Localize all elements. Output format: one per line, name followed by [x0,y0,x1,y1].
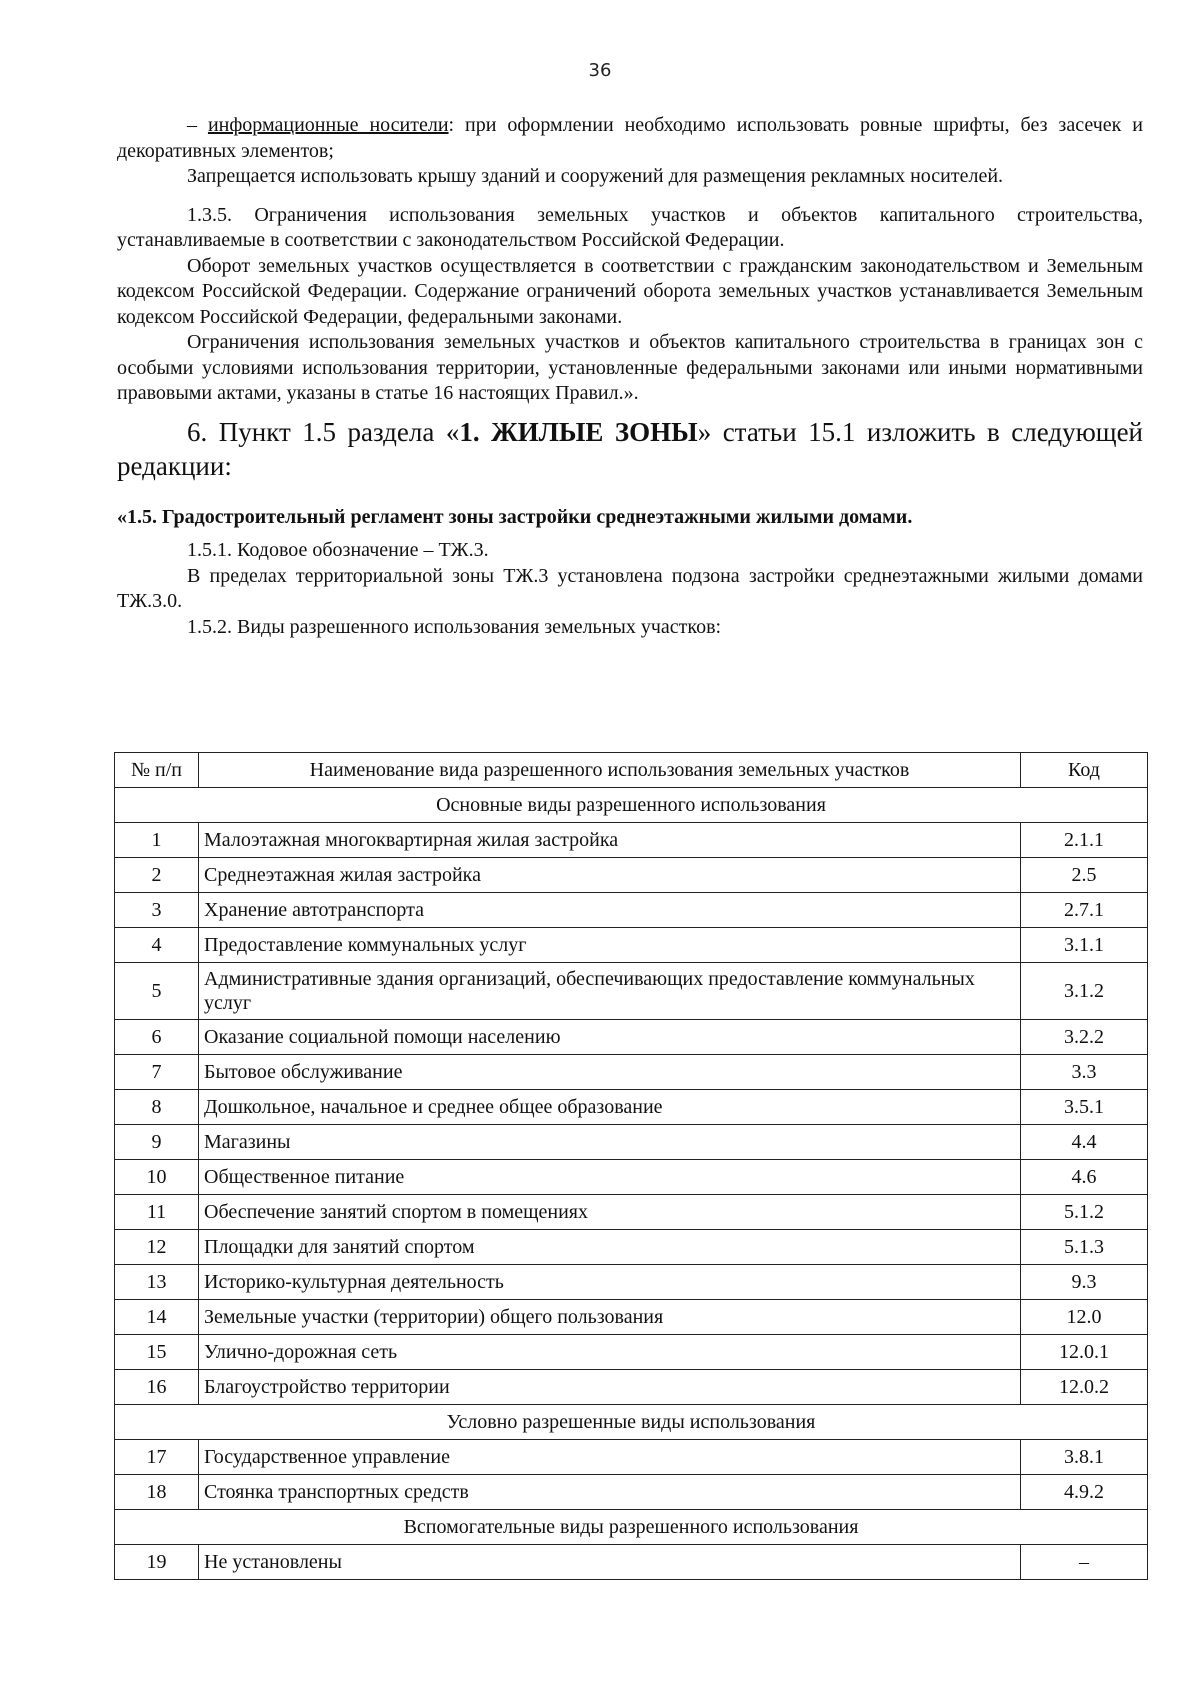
cell-num: 6 [115,1020,199,1055]
turnover-paragraph: Оборот земельных участков осуществляется в соответствии с гражданским законодательством и Земельным кодексом Российской Федерации. Содержание ограничений оборота земельных участков устанавливается Земельным кодексом Российской Федерации, федеральными законами. [117,254,1143,328]
cell-num: 9 [115,1125,199,1160]
cell-code: 12.0 [1021,1300,1148,1335]
table-row [115,1055,1148,1090]
cell-num: 4 [115,928,199,963]
amendment-6-heading [117,415,1143,483]
cell-name: Малоэтажная многоквартирная жилая застройка [199,823,1021,858]
permitted-uses-table [114,752,1148,1580]
cell-name: Земельные участки (территории) общего пользования [199,1300,1021,1335]
amendment-before: 6. Пункт 1.5 раздела « [187,416,460,447]
cell-code: 3.1.1 [1021,928,1148,963]
group-row-main [115,788,1148,823]
cell-num: 12 [115,1230,199,1265]
cell-num: 11 [115,1195,199,1230]
roof-ban-paragraph: Запрещается использовать крышу зданий и сооружений для размещения рекламных носителей. [187,165,1004,187]
header-name: Наименование вида разрешенного использования земельных участков [199,753,1021,788]
cell-code: 5.1.3 [1021,1230,1148,1265]
regulation-title: «1.5. Градостроительный регламент зоны застройки среднеэтажными жилыми домами. [117,505,913,528]
cell-code: – [1021,1545,1148,1580]
cell-code: 5.1.2 [1021,1195,1148,1230]
cell-name: Не установлены [199,1545,1021,1580]
cell-num: 7 [115,1055,199,1090]
table-row [115,1230,1148,1265]
cell-code: 3.8.1 [1021,1440,1148,1475]
table-row [115,1475,1148,1510]
table-row [115,858,1148,893]
cell-num: 5 [115,963,199,1020]
cell-name: Общественное питание [199,1160,1021,1195]
table-row [115,928,1148,963]
cell-num: 19 [115,1545,199,1580]
info-carriers-label: информационные носители [207,114,449,136]
cell-name: Дошкольное, начальное и среднее общее образование [199,1090,1021,1125]
table-row [115,893,1148,928]
header-code: Код [1021,753,1148,788]
clause-1-3-5: 1.3.5. Ограничения использования земельных участков и объектов капитального строительства, устанавливаемые в соответствии с законодательством Российской Федерации. [117,203,1143,251]
group-heading: Основные виды разрешенного использования [115,788,1148,823]
cell-code: 2.5 [1021,858,1148,893]
zones-restrictions-paragraph: Ограничения использования земельных участков и объектов капитального строительства в границах зон с особыми условиями использования территории, установленные федеральными законами или иными нормативными правовыми актами, указаны в статье 16 настоящих Правил.». [117,331,1143,404]
cell-code: 2.1.1 [1021,823,1148,858]
subzone-paragraph: В пределах территориальной зоны ТЖ.3 установлена подзона застройки среднеэтажными жилыми домами ТЖ.3.0. [117,564,1143,612]
cell-num: 8 [115,1090,199,1125]
cell-num: 13 [115,1265,199,1300]
table-row [115,1195,1148,1230]
cell-code: 4.9.2 [1021,1475,1148,1510]
table-header-row [115,753,1148,788]
cell-code: 4.4 [1021,1125,1148,1160]
table-body [115,788,1148,1580]
info-carriers-text: : при оформлении необходимо использовать ровные шрифты, без засечек и декоративных элементов; [117,114,1143,162]
cell-name: Обеспечение занятий спортом в помещениях [199,1195,1021,1230]
cell-num: 14 [115,1300,199,1335]
clause-1-5-2: 1.5.2. Виды разрешенного использования земельных участков: [187,615,722,638]
table-row [115,1545,1148,1580]
cell-num: 3 [115,893,199,928]
dash: – [187,114,208,136]
cell-code: 3.5.1 [1021,1090,1148,1125]
amendment-section-name: 1. ЖИЛЫЕ ЗОНЫ [459,416,698,447]
table-row [115,1335,1148,1370]
cell-name: Бытовое обслуживание [199,1055,1021,1090]
group-row-auxiliary [115,1510,1148,1545]
cell-name: Улично-дорожная сеть [199,1335,1021,1370]
cell-name: Магазины [199,1125,1021,1160]
table-row [115,1160,1148,1195]
cell-name: Хранение автотранспорта [199,893,1021,928]
cell-name: Площадки для занятий спортом [199,1230,1021,1265]
cell-name: Благоустройство территории [199,1370,1021,1405]
cell-code: 3.2.2 [1021,1020,1148,1055]
cell-name: Предоставление коммунальных услуг [199,928,1021,963]
cell-name: Оказание социальной помощи населению [199,1020,1021,1055]
cell-num: 15 [115,1335,199,1370]
group-heading: Вспомогательные виды разрешенного использования [115,1510,1148,1545]
cell-code: 2.7.1 [1021,893,1148,928]
amendment-after: » статьи 15.1 изложить в следующей редакции: [117,416,1143,481]
cell-num: 1 [115,823,199,858]
header-num: № п/п [115,753,199,788]
page-number: 36 [588,60,612,81]
table-row [115,963,1148,1020]
cell-num: 10 [115,1160,199,1195]
table-row [115,1020,1148,1055]
cell-code: 3.3 [1021,1055,1148,1090]
cell-name: Среднеэтажная жилая застройка [199,858,1021,893]
group-row-conditional [115,1405,1148,1440]
cell-name: Историко-культурная деятельность [199,1265,1021,1300]
table-row [115,1440,1148,1475]
table-row [115,1125,1148,1160]
cell-name: Стоянка транспортных средств [199,1475,1021,1510]
cell-code: 3.1.2 [1021,963,1148,1020]
table-row [115,1090,1148,1125]
cell-name: Административные здания организаций, обеспечивающих предоставление коммунальных услуг [199,963,1021,1020]
clause-1-5-1: 1.5.1. Кодовое обозначение – ТЖ.3. [187,539,489,561]
cell-num: 17 [115,1440,199,1475]
info-carriers-paragraph [117,113,1143,164]
table-row [115,1370,1148,1405]
cell-num: 2 [115,858,199,893]
cell-code: 12.0.2 [1021,1370,1148,1405]
cell-code: 9.3 [1021,1265,1148,1300]
document-body [117,113,1143,640]
cell-name: Государственное управление [199,1440,1021,1475]
cell-code: 12.0.1 [1021,1335,1148,1370]
table-row [115,1300,1148,1335]
group-heading: Условно разрешенные виды использования [115,1405,1148,1440]
cell-code: 4.6 [1021,1160,1148,1195]
table-row [115,823,1148,858]
cell-num: 18 [115,1475,199,1510]
cell-num: 16 [115,1370,199,1405]
table-row [115,1265,1148,1300]
